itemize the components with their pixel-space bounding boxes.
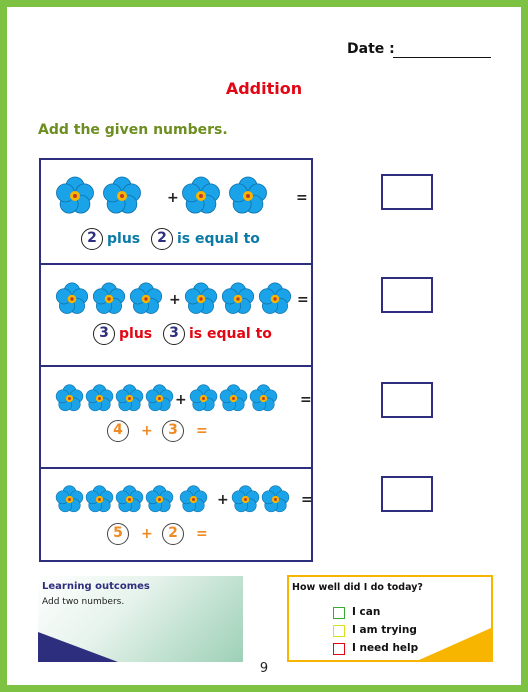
flower-icon	[184, 282, 218, 320]
equals-sign: =	[300, 392, 312, 408]
problem-row	[41, 365, 311, 467]
flower-icon	[92, 282, 126, 320]
option-label: I am trying	[352, 624, 417, 636]
flower-icon	[145, 384, 174, 417]
checkbox[interactable]	[333, 625, 345, 637]
self-assessment-panel	[287, 575, 493, 662]
number-circle: 3	[163, 323, 185, 345]
sentence-text: +	[141, 526, 153, 542]
answer-box-3[interactable]	[381, 382, 433, 418]
flower-icon	[219, 384, 248, 417]
self-assessment-title: How well did I do today?	[292, 582, 423, 593]
problem-row	[41, 263, 311, 365]
flower-icon	[102, 176, 142, 220]
sentence-text: plus	[107, 231, 141, 247]
flower-icon	[145, 485, 174, 518]
number-circle: 4	[107, 420, 129, 442]
date-field	[347, 41, 395, 57]
checkbox[interactable]	[333, 643, 345, 655]
flower-icon	[179, 485, 208, 518]
sentence-text: =	[196, 423, 208, 439]
option-label: I can	[352, 606, 381, 618]
flower-icon	[85, 485, 114, 518]
flower-icon	[249, 384, 278, 417]
number-circle: 5	[107, 523, 129, 545]
flower-icon	[258, 282, 292, 320]
decorative-triangle	[419, 628, 491, 660]
page-number: 9	[259, 661, 269, 676]
decorative-triangle	[38, 632, 118, 662]
flower-icon	[181, 176, 221, 220]
plus-sign: +	[167, 190, 179, 206]
flower-icon	[115, 485, 144, 518]
flower-icon	[231, 485, 260, 518]
flower-icon	[189, 384, 218, 417]
problem-row	[41, 160, 311, 263]
number-circle: 3	[93, 323, 115, 345]
learning-outcomes-text: Add two numbers.	[42, 597, 125, 607]
flower-icon	[55, 176, 95, 220]
instruction-text: Add the given numbers.	[38, 122, 228, 138]
sentence-text: +	[141, 423, 153, 439]
sentence-text: plus	[119, 326, 153, 342]
flower-icon	[221, 282, 255, 320]
sentence-text: is equal to	[177, 231, 260, 247]
number-circle: 3	[162, 420, 184, 442]
page-title: Addition	[225, 79, 303, 98]
date-label: Date :	[347, 41, 395, 57]
flower-icon	[55, 384, 84, 417]
answer-box-1[interactable]	[381, 174, 433, 210]
flower-icon	[55, 282, 89, 320]
number-circle: 2	[162, 523, 184, 545]
sentence-text: =	[196, 526, 208, 542]
number-circle: 2	[81, 228, 103, 250]
number-circle: 2	[151, 228, 173, 250]
flower-icon	[115, 384, 144, 417]
flower-icon	[261, 485, 290, 518]
plus-sign: +	[175, 392, 187, 408]
learning-outcomes-title: Learning outcomes	[42, 581, 150, 592]
equals-sign: =	[297, 292, 309, 308]
flower-icon	[228, 176, 268, 220]
flower-icon	[129, 282, 163, 320]
answer-box-4[interactable]	[381, 476, 433, 512]
plus-sign: +	[217, 492, 229, 508]
flower-icon	[55, 485, 84, 518]
sentence-text: is equal to	[189, 326, 272, 342]
option-label: I need help	[352, 642, 419, 654]
plus-sign: +	[169, 292, 181, 308]
learning-outcomes-panel	[38, 576, 243, 662]
problems-table	[39, 158, 313, 562]
flower-icon	[85, 384, 114, 417]
answer-box-2[interactable]	[381, 277, 433, 313]
checkbox[interactable]	[333, 607, 345, 619]
equals-sign: =	[296, 190, 308, 206]
date-input-line[interactable]	[393, 57, 491, 58]
problem-row	[41, 467, 311, 560]
equals-sign: =	[301, 492, 313, 508]
